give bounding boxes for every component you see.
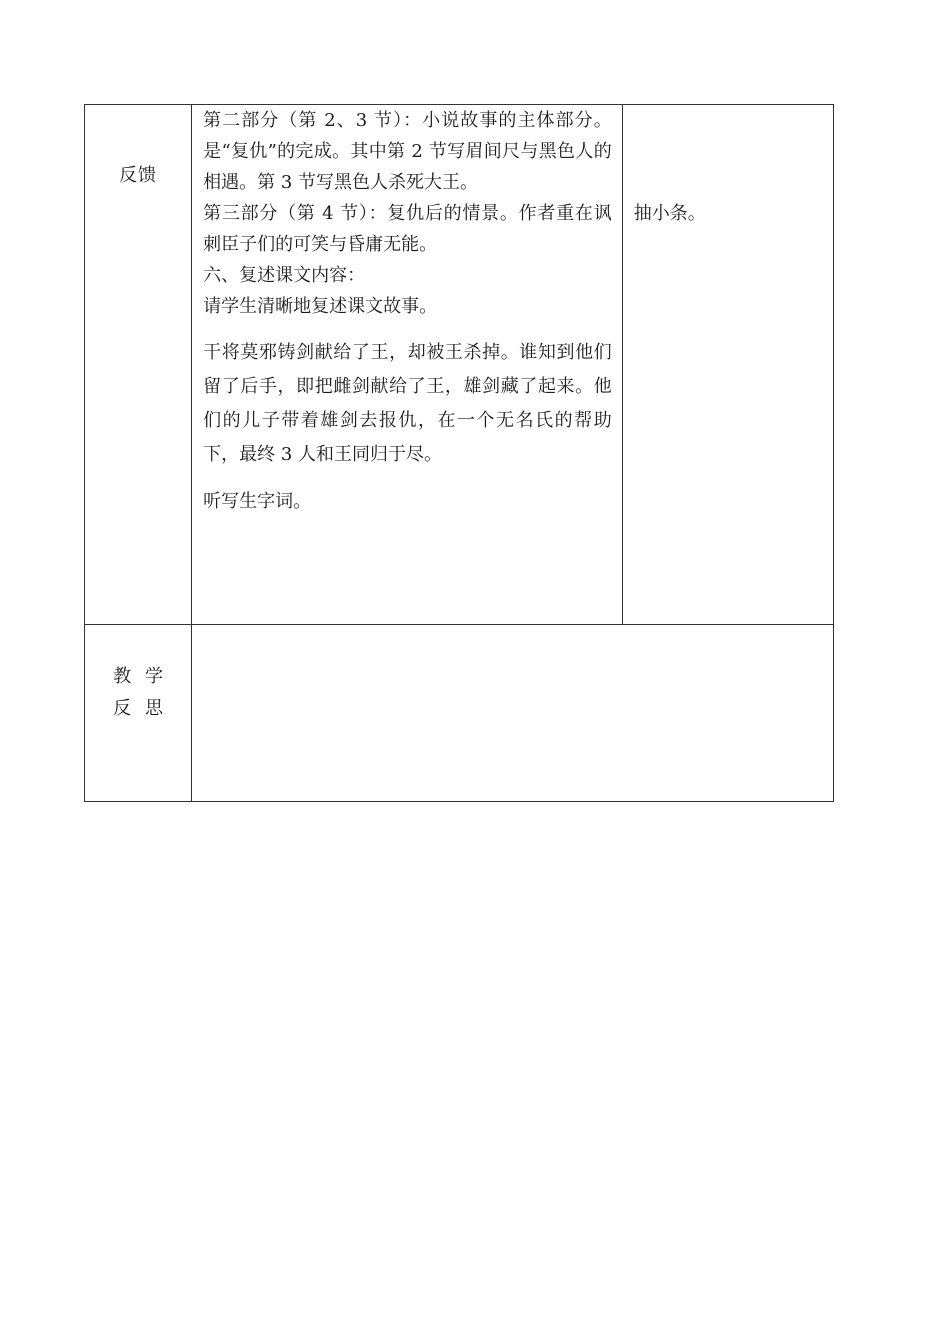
student-activity: 抽小条。 <box>622 105 833 625</box>
story-summary: 干将莫邪铸剑献给了王，却被王杀掉。谁知到他们留了后手，即把雌剑献给了王，雄剑藏了起来。他们的儿子带着雄剑去报仇，在一个无名氏的帮助下，最终 3 人和王同归于尽。 <box>203 342 612 465</box>
reflection-label-line2: 反思 <box>113 698 178 719</box>
retell-instruction: 请学生清晰地复述课文故事。 <box>203 296 438 317</box>
dictation-task: 听写生字词。 <box>203 491 312 512</box>
reflection-label <box>85 625 192 802</box>
lesson-plan-table <box>84 104 834 802</box>
structure-part-three: 第三部分（第 4 节）：复仇后的情景。作者重在讽刺臣子们的可笑与昏庸无能。 <box>203 203 612 255</box>
section-heading-retell: 六、复述课文内容： <box>203 265 366 286</box>
feedback-content <box>192 105 623 625</box>
reflection-label-line1: 教学 <box>113 666 178 687</box>
reflection-row <box>85 625 834 802</box>
reflection-content <box>192 625 834 802</box>
feedback-label: 反馈 <box>85 105 192 625</box>
feedback-row <box>85 105 834 625</box>
structure-part-two: 第二部分（第 2、3 节）：小说故事的主体部分。是“复仇”的完成。其中第 2 节写眉间尺与黑色人的相遇。第 3 节写黑色人杀死大王。 <box>203 110 612 193</box>
